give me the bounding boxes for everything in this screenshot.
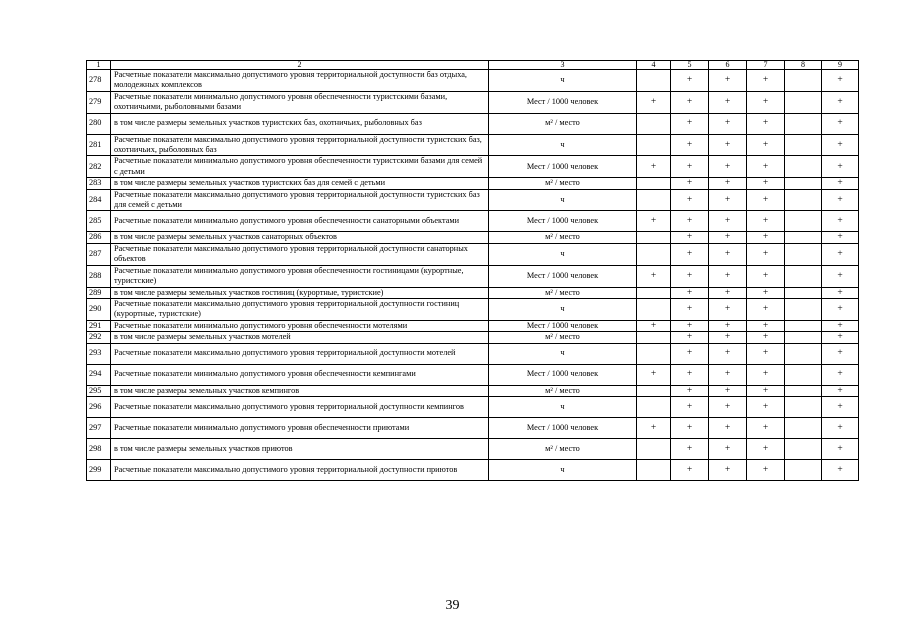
mark-col-8 <box>785 459 822 480</box>
mark-col-4: + <box>637 91 671 113</box>
mark-col-4: + <box>637 265 671 287</box>
mark-col-6: + <box>709 364 747 385</box>
mark-col-8 <box>785 134 822 156</box>
mark-col-4 <box>637 298 671 320</box>
mark-col-5: + <box>671 156 709 178</box>
mark-col-6: + <box>709 343 747 364</box>
mark-col-6: + <box>709 320 747 331</box>
indicator-name: Расчетные показатели минимально допустимого уровня обеспеченности приютами <box>111 417 489 438</box>
mark-col-6: + <box>709 70 747 92</box>
header-cell: 2 <box>111 61 489 70</box>
indicator-name: Расчетные показатели минимально допустимого уровня обеспеченности кемпингами <box>111 364 489 385</box>
row-number: 296 <box>87 396 111 417</box>
table-row <box>87 332 859 343</box>
mark-col-8 <box>785 385 822 396</box>
header-cell: 1 <box>87 61 111 70</box>
mark-col-6: + <box>709 287 747 298</box>
mark-col-9: + <box>822 320 859 331</box>
mark-col-8 <box>785 70 822 92</box>
mark-col-5: + <box>671 189 709 211</box>
mark-col-6: + <box>709 243 747 265</box>
indicator-name: Расчетные показатели минимально допустимого уровня обеспеченности санаторными объектами <box>111 211 489 232</box>
unit-cell: м² / место <box>489 385 637 396</box>
mark-col-8 <box>785 178 822 189</box>
unit-cell: Мест / 1000 человек <box>489 320 637 331</box>
mark-col-7: + <box>747 189 785 211</box>
mark-col-6: + <box>709 134 747 156</box>
mark-col-9: + <box>822 287 859 298</box>
row-number: 280 <box>87 113 111 134</box>
table-row <box>87 70 859 92</box>
mark-col-8 <box>785 243 822 265</box>
unit-cell: ч <box>489 134 637 156</box>
row-number: 278 <box>87 70 111 92</box>
mark-col-7: + <box>747 70 785 92</box>
mark-col-4: + <box>637 156 671 178</box>
mark-col-6: + <box>709 178 747 189</box>
indicator-name: Расчетные показатели максимально допустимого уровня территориальной доступности приютов <box>111 459 489 480</box>
mark-col-5: + <box>671 459 709 480</box>
mark-col-6: + <box>709 332 747 343</box>
mark-col-9: + <box>822 265 859 287</box>
mark-col-9: + <box>822 298 859 320</box>
row-number: 298 <box>87 438 111 459</box>
row-number: 293 <box>87 343 111 364</box>
mark-col-7: + <box>747 211 785 232</box>
unit-cell: Мест / 1000 человек <box>489 417 637 438</box>
mark-col-9: + <box>822 156 859 178</box>
mark-col-6: + <box>709 396 747 417</box>
mark-col-6: + <box>709 298 747 320</box>
mark-col-7: + <box>747 243 785 265</box>
mark-col-8 <box>785 189 822 211</box>
mark-col-8 <box>785 364 822 385</box>
mark-col-6: + <box>709 211 747 232</box>
mark-col-7: + <box>747 113 785 134</box>
indicators-table <box>86 60 859 481</box>
mark-col-4 <box>637 396 671 417</box>
header-cell: 5 <box>671 61 709 70</box>
mark-col-8 <box>785 113 822 134</box>
mark-col-5: + <box>671 320 709 331</box>
mark-col-9: + <box>822 232 859 243</box>
indicator-name: Расчетные показатели максимально допустимого уровня территориальной доступности санаторных объектов <box>111 243 489 265</box>
page-number: 39 <box>445 598 460 613</box>
unit-cell: ч <box>489 298 637 320</box>
table-row <box>87 417 859 438</box>
table-row <box>87 232 859 243</box>
row-number: 294 <box>87 364 111 385</box>
row-number: 289 <box>87 287 111 298</box>
indicator-name: Расчетные показатели максимально допустимого уровня территориальной доступности туристских баз для семей с детьми <box>111 189 489 211</box>
unit-cell: ч <box>489 189 637 211</box>
mark-col-9: + <box>822 70 859 92</box>
mark-col-7: + <box>747 320 785 331</box>
mark-col-5: + <box>671 243 709 265</box>
row-number: 284 <box>87 189 111 211</box>
mark-col-5: + <box>671 265 709 287</box>
table-row <box>87 265 859 287</box>
mark-col-7: + <box>747 178 785 189</box>
row-number: 283 <box>87 178 111 189</box>
mark-col-4 <box>637 459 671 480</box>
unit-cell: Мест / 1000 человек <box>489 211 637 232</box>
header-cell: 8 <box>785 61 822 70</box>
table-row <box>87 287 859 298</box>
mark-col-5: + <box>671 232 709 243</box>
table-row <box>87 343 859 364</box>
indicator-name: в том числе размеры земельных участков мотелей <box>111 332 489 343</box>
mark-col-5: + <box>671 438 709 459</box>
header-cell: 6 <box>709 61 747 70</box>
indicator-name: в том числе размеры земельных участков приютов <box>111 438 489 459</box>
mark-col-7: + <box>747 343 785 364</box>
mark-col-9: + <box>822 417 859 438</box>
mark-col-5: + <box>671 332 709 343</box>
unit-cell: м² / место <box>489 438 637 459</box>
mark-col-8 <box>785 265 822 287</box>
mark-col-5: + <box>671 178 709 189</box>
table-row <box>87 178 859 189</box>
indicator-name: Расчетные показатели максимально допустимого уровня территориальной доступности туристских баз, охотничьих, рыболовных баз <box>111 134 489 156</box>
unit-cell: м² / место <box>489 178 637 189</box>
mark-col-4 <box>637 178 671 189</box>
mark-col-8 <box>785 438 822 459</box>
row-number: 299 <box>87 459 111 480</box>
mark-col-6: + <box>709 156 747 178</box>
unit-cell: м² / место <box>489 332 637 343</box>
header-cell: 4 <box>637 61 671 70</box>
mark-col-7: + <box>747 156 785 178</box>
mark-col-9: + <box>822 189 859 211</box>
mark-col-4 <box>637 113 671 134</box>
mark-col-4 <box>637 134 671 156</box>
table-row <box>87 156 859 178</box>
row-number: 281 <box>87 134 111 156</box>
mark-col-6: + <box>709 459 747 480</box>
mark-col-4 <box>637 343 671 364</box>
table-row <box>87 396 859 417</box>
row-number: 279 <box>87 91 111 113</box>
mark-col-4 <box>637 385 671 396</box>
mark-col-9: + <box>822 396 859 417</box>
indicator-name: в том числе размеры земельных участков кемпингов <box>111 385 489 396</box>
mark-col-6: + <box>709 265 747 287</box>
mark-col-4 <box>637 287 671 298</box>
table-row <box>87 211 859 232</box>
row-number: 291 <box>87 320 111 331</box>
row-number: 286 <box>87 232 111 243</box>
mark-col-4: + <box>637 364 671 385</box>
mark-col-8 <box>785 332 822 343</box>
mark-col-7: + <box>747 134 785 156</box>
table-row <box>87 243 859 265</box>
header-cell: 7 <box>747 61 785 70</box>
mark-col-9: + <box>822 91 859 113</box>
mark-col-5: + <box>671 298 709 320</box>
mark-col-9: + <box>822 438 859 459</box>
mark-col-9: + <box>822 211 859 232</box>
mark-col-4 <box>637 232 671 243</box>
mark-col-7: + <box>747 438 785 459</box>
unit-cell: ч <box>489 70 637 92</box>
mark-col-5: + <box>671 70 709 92</box>
mark-col-6: + <box>709 91 747 113</box>
mark-col-7: + <box>747 364 785 385</box>
mark-col-9: + <box>822 134 859 156</box>
mark-col-8 <box>785 343 822 364</box>
row-number: 287 <box>87 243 111 265</box>
mark-col-4: + <box>637 211 671 232</box>
unit-cell: ч <box>489 459 637 480</box>
indicator-name: Расчетные показатели минимально допустимого уровня обеспеченности туристскими базами, охотничьими, рыболовными базами <box>111 91 489 113</box>
header-row <box>87 61 859 70</box>
table-row <box>87 438 859 459</box>
mark-col-4 <box>637 189 671 211</box>
mark-col-5: + <box>671 211 709 232</box>
header-cell: 3 <box>489 61 637 70</box>
mark-col-8 <box>785 417 822 438</box>
mark-col-9: + <box>822 243 859 265</box>
mark-col-9: + <box>822 459 859 480</box>
mark-col-6: + <box>709 113 747 134</box>
table-row <box>87 91 859 113</box>
indicator-name: в том числе размеры земельных участков гостиниц (курортные, туристские) <box>111 287 489 298</box>
header-cell: 9 <box>822 61 859 70</box>
mark-col-7: + <box>747 385 785 396</box>
mark-col-5: + <box>671 91 709 113</box>
table-row <box>87 134 859 156</box>
mark-col-8 <box>785 396 822 417</box>
row-number: 297 <box>87 417 111 438</box>
mark-col-8 <box>785 298 822 320</box>
mark-col-7: + <box>747 459 785 480</box>
mark-col-7: + <box>747 287 785 298</box>
mark-col-6: + <box>709 232 747 243</box>
mark-col-8 <box>785 156 822 178</box>
mark-col-9: + <box>822 113 859 134</box>
row-number: 295 <box>87 385 111 396</box>
mark-col-5: + <box>671 343 709 364</box>
mark-col-5: + <box>671 385 709 396</box>
table-row <box>87 189 859 211</box>
mark-col-6: + <box>709 417 747 438</box>
mark-col-6: + <box>709 189 747 211</box>
indicator-name: в том числе размеры земельных участков туристских баз для семей с детьми <box>111 178 489 189</box>
mark-col-8 <box>785 211 822 232</box>
table-body <box>87 61 859 481</box>
mark-col-9: + <box>822 178 859 189</box>
unit-cell: м² / место <box>489 232 637 243</box>
mark-col-7: + <box>747 417 785 438</box>
indicator-name: Расчетные показатели максимально допустимого уровня территориальной доступности мотелей <box>111 343 489 364</box>
mark-col-7: + <box>747 396 785 417</box>
mark-col-8 <box>785 287 822 298</box>
row-number: 292 <box>87 332 111 343</box>
mark-col-4 <box>637 243 671 265</box>
mark-col-5: + <box>671 417 709 438</box>
mark-col-4 <box>637 438 671 459</box>
table-row <box>87 113 859 134</box>
indicator-name: Расчетные показатели максимально допустимого уровня территориальной доступности гостиниц (курортные, туристские) <box>111 298 489 320</box>
mark-col-4: + <box>637 417 671 438</box>
table-row <box>87 320 859 331</box>
mark-col-9: + <box>822 364 859 385</box>
table-row <box>87 364 859 385</box>
indicator-name: Расчетные показатели максимально допустимого уровня территориальной доступности баз отдыха, молодежных комплексов <box>111 70 489 92</box>
mark-col-5: + <box>671 396 709 417</box>
mark-col-7: + <box>747 265 785 287</box>
indicator-name: в том числе размеры земельных участков санаторных объектов <box>111 232 489 243</box>
indicator-name: в том числе размеры земельных участков туристских баз, охотничьих, рыболовных баз <box>111 113 489 134</box>
mark-col-4 <box>637 332 671 343</box>
mark-col-5: + <box>671 113 709 134</box>
mark-col-9: + <box>822 332 859 343</box>
mark-col-7: + <box>747 91 785 113</box>
mark-col-4: + <box>637 320 671 331</box>
unit-cell: Мест / 1000 человек <box>489 91 637 113</box>
mark-col-4 <box>637 70 671 92</box>
unit-cell: ч <box>489 343 637 364</box>
unit-cell: ч <box>489 396 637 417</box>
mark-col-9: + <box>822 385 859 396</box>
mark-col-8 <box>785 232 822 243</box>
unit-cell: Мест / 1000 человек <box>489 265 637 287</box>
table-row <box>87 298 859 320</box>
indicator-name: Расчетные показатели максимально допустимого уровня территориальной доступности кемпингов <box>111 396 489 417</box>
mark-col-9: + <box>822 343 859 364</box>
row-number: 290 <box>87 298 111 320</box>
unit-cell: м² / место <box>489 113 637 134</box>
mark-col-7: + <box>747 232 785 243</box>
unit-cell: Мест / 1000 человек <box>489 156 637 178</box>
row-number: 288 <box>87 265 111 287</box>
indicator-name: Расчетные показатели минимально допустимого уровня обеспеченности гостиницами (курортные, туристские) <box>111 265 489 287</box>
mark-col-8 <box>785 320 822 331</box>
mark-col-8 <box>785 91 822 113</box>
table-row <box>87 385 859 396</box>
row-number: 285 <box>87 211 111 232</box>
mark-col-6: + <box>709 385 747 396</box>
mark-col-7: + <box>747 332 785 343</box>
indicator-name: Расчетные показатели минимально допустимого уровня обеспеченности туристскими базами для семей с детьми <box>111 156 489 178</box>
mark-col-7: + <box>747 298 785 320</box>
mark-col-5: + <box>671 364 709 385</box>
mark-col-6: + <box>709 438 747 459</box>
unit-cell: ч <box>489 243 637 265</box>
mark-col-5: + <box>671 134 709 156</box>
mark-col-5: + <box>671 287 709 298</box>
unit-cell: м² / место <box>489 287 637 298</box>
table-row <box>87 459 859 480</box>
row-number: 282 <box>87 156 111 178</box>
indicator-name: Расчетные показатели минимально допустимого уровня обеспеченности мотелями <box>111 320 489 331</box>
unit-cell: Мест / 1000 человек <box>489 364 637 385</box>
